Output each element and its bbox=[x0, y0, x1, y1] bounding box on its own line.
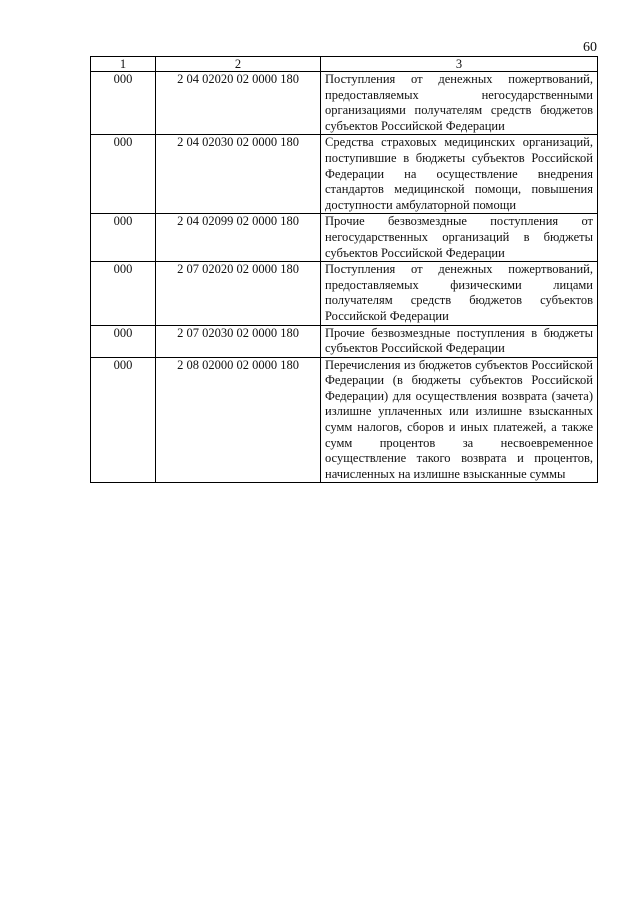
page-number: 60 bbox=[583, 40, 597, 55]
kbk-code-cell: 2 07 02030 02 0000 180 bbox=[156, 325, 321, 357]
revenue-name-cell: Средства страховых медицинских организаций, поступившие в бюджеты субъектов Российской Федерации на осуществление внедрения стандартов медицинской помощи, повышения доступности амбулаторной помощи bbox=[321, 135, 598, 214]
admin-code-cell: 000 bbox=[91, 135, 156, 214]
table-row bbox=[91, 325, 598, 357]
table-row bbox=[91, 214, 598, 262]
revenue-name-cell: Прочие безвозмездные поступления от негосударственных организаций в бюджеты субъектов Российской Федерации bbox=[321, 214, 598, 262]
revenue-name-cell: Прочие безвозмездные поступления в бюджеты субъектов Российской Федерации bbox=[321, 325, 598, 357]
revenue-codes-table bbox=[90, 56, 598, 483]
admin-code-cell: 000 bbox=[91, 72, 156, 135]
revenue-name-cell: Поступления от денежных пожертвований, предоставляемых негосударственными организациями получателям средств бюджетов субъектов Российской Федерации bbox=[321, 72, 598, 135]
admin-code-cell: 000 bbox=[91, 357, 156, 483]
admin-code-cell: 000 bbox=[91, 262, 156, 325]
table-row bbox=[91, 262, 598, 325]
table-header-row bbox=[91, 57, 598, 72]
header-col-2: 2 bbox=[156, 57, 321, 72]
header-col-3: 3 bbox=[321, 57, 598, 72]
table-row bbox=[91, 72, 598, 135]
admin-code-cell: 000 bbox=[91, 325, 156, 357]
kbk-code-cell: 2 04 02030 02 0000 180 bbox=[156, 135, 321, 214]
revenue-name-cell: Перечисления из бюджетов субъектов Российской Федерации (в бюджеты субъектов Российской Федерации) для осуществления возврата (зачета) излишне уплаченных или излишне взысканных сумм налогов, сборов и иных платежей, а также сумм процентов за несвоевременное осуществление такого возврата и процентов, начисленных на излишне взысканные суммы bbox=[321, 357, 598, 483]
revenue-name-cell: Поступления от денежных пожертвований, предоставляемых физическими лицами получателям средств бюджетов субъектов Российской Федерации bbox=[321, 262, 598, 325]
kbk-code-cell: 2 07 02020 02 0000 180 bbox=[156, 262, 321, 325]
header-col-1: 1 bbox=[91, 57, 156, 72]
kbk-code-cell: 2 08 02000 02 0000 180 bbox=[156, 357, 321, 483]
table-row bbox=[91, 357, 598, 483]
kbk-code-cell: 2 04 02020 02 0000 180 bbox=[156, 72, 321, 135]
admin-code-cell: 000 bbox=[91, 214, 156, 262]
table-row bbox=[91, 135, 598, 214]
kbk-code-cell: 2 04 02099 02 0000 180 bbox=[156, 214, 321, 262]
